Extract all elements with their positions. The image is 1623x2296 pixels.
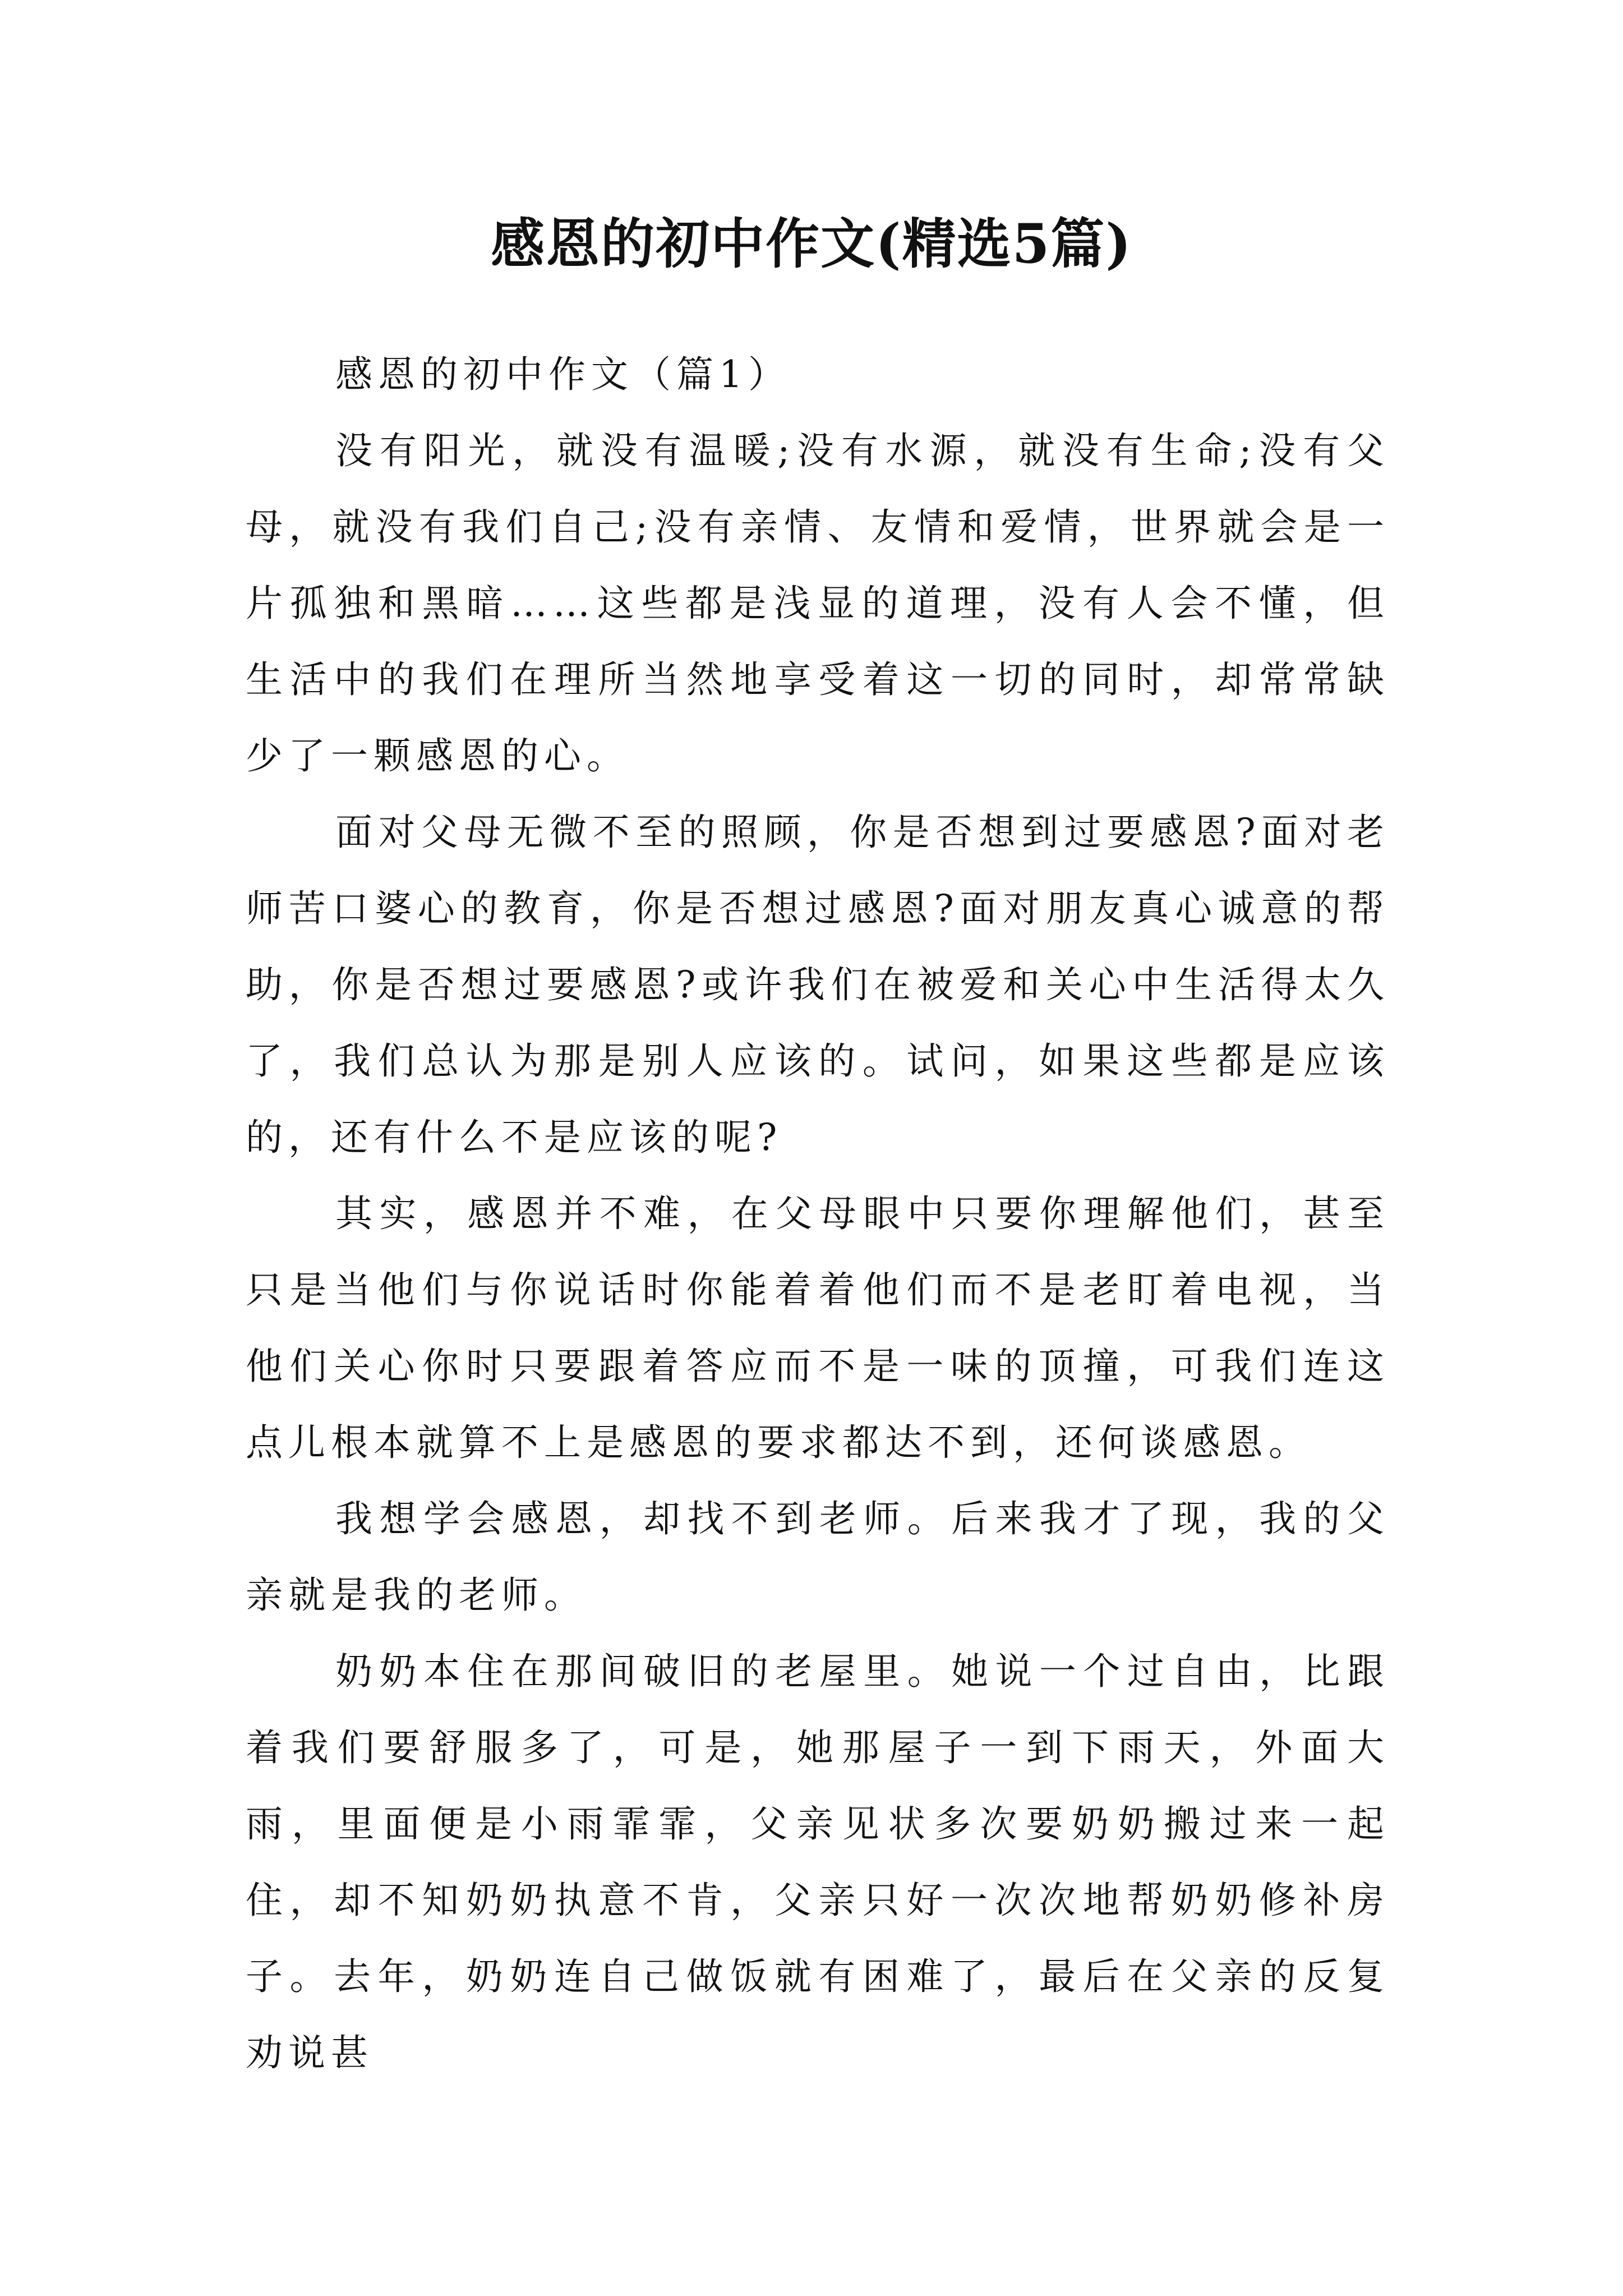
document-title: 感恩的初中作文(精选5篇)	[491, 212, 1132, 275]
paragraph: 面对父母无微不至的照顾，你是否想到过要感恩?面对老师苦口婆心的教育，你是否想过感恩?面对朋友真心诚意的帮助，你是否想过要感恩?或许我们在被爱和关心中生活得太久了，我们总认为那是别人应该的。试问，如果这些都是应该的，还有什么不是应该的呢?	[246, 811, 1390, 1159]
paragraph: 其实，感恩并不难，在父母眼中只要你理解他们，甚至只是当他们与你说话时你能着着他们而不是老盯着电视，当他们关心你时只要跟着答应而不是一味的顶撞，可我们连这点儿根本就算不上是感恩的要求都达不到，还何谈感恩。	[246, 1192, 1390, 1464]
paragraph: 奶奶本住在那间破旧的老屋里。她说一个过自由，比跟着我们要舒服多了，可是，她那屋子一到下雨天，外面大雨，里面便是小雨霏霏，父亲见状多次要奶奶搬过来一起住，却不知奶奶执意不肯，父亲只好一次次地帮奶奶修补房子。去年，奶奶连自己做饭就有困难了，最后在父亲的反复劝说甚	[246, 1650, 1390, 2074]
document-body	[246, 337, 1390, 2091]
section-heading: 感恩的初中作文（篇1）	[335, 353, 791, 396]
paragraph: 我想学会感恩，却找不到老师。后来我才了现，我的父亲就是我的老师。	[246, 1497, 1390, 1617]
paragraph: 没有阳光，就没有温暖;没有水源，就没有生命;没有父母，就没有我们自己;没有亲情、友情和爱情，世界就会是一片孤独和黑暗……这些都是浅显的道理，没有人会不懂，但生活中的我们在理所当然地享受着这一切的同时，却常常缺少了一颗感恩的心。	[246, 429, 1390, 777]
